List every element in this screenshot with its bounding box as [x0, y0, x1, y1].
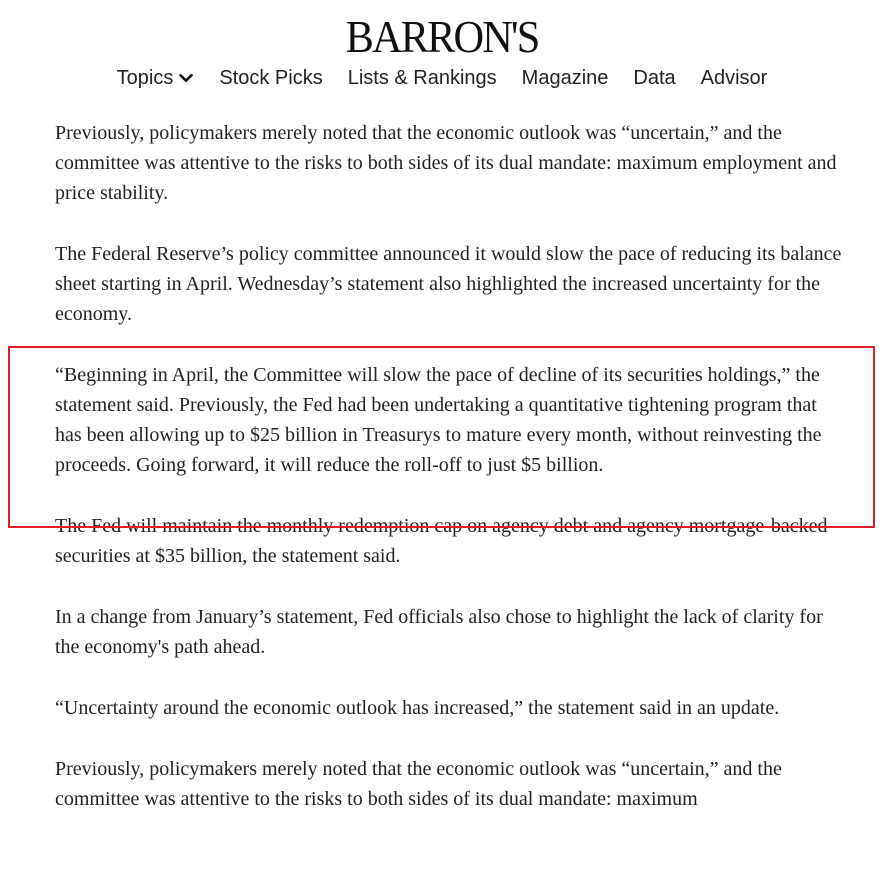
nav-topics-label: Topics: [116, 67, 174, 89]
nav-magazine-label: Magazine: [521, 67, 609, 89]
barrons-logo[interactable]: BARRON'S: [345, 11, 539, 62]
article-paragraph-4: The Fed will maintain the monthly redemption cap on agency debt and agency mortgage-backed securities at $35 billion, the statement said.: [55, 515, 828, 567]
article-paragraph-5: In a change from January’s statement, Fed officials also chose to highlight the lack of clarity for the economy's path ahead.: [55, 606, 823, 658]
nav-stock-picks-label: Stock Picks: [219, 67, 323, 89]
nav-data[interactable]: [633, 63, 675, 93]
nav-advisor[interactable]: [701, 63, 768, 93]
article-paragraph-7: Previously, policymakers merely noted that the economic outlook was “uncertain,” and the committee was attentive to the risks to both sides of its dual mandate: maximum: [55, 758, 782, 810]
nav-lists-rankings-label: Lists & Rankings: [347, 67, 497, 89]
article-paragraph-2: The Federal Reserve’s policy committee announced it would slow the pace of reducing its balance sheet starting in April. Wednesday’s statement also highlighted the increased uncertainty for the economy.: [55, 243, 842, 325]
nav-magazine[interactable]: [522, 63, 609, 93]
article-paragraph-3-highlighted: “Beginning in April, the Committee will slow the pace of decline of its securities holdings,” the statement said. Previously, the Fed had been undertaking a quantitative tightening program that has been allowing up to $25 billion in Treasurys to mature every month, without reinvesting the proceeds. Going forward, it will reduce the roll-off to just $5 billion.: [55, 364, 822, 476]
main-navigation: [0, 63, 884, 93]
chevron-down-icon: [178, 70, 194, 86]
nav-topics[interactable]: [117, 63, 195, 93]
site-header: [0, 0, 884, 110]
nav-data-label: Data: [633, 67, 676, 89]
nav-stock-picks[interactable]: [219, 63, 322, 93]
article-paragraph-1: Previously, policymakers merely noted that the economic outlook was “uncertain,” and the committee was attentive to the risks to both sides of its dual mandate: maximum employment and price stability.: [55, 122, 837, 204]
article-paragraph-6: “Uncertainty around the economic outlook has increased,” the statement said in an update.: [55, 697, 780, 719]
article-body: [55, 118, 845, 845]
nav-lists-rankings[interactable]: [348, 63, 497, 93]
nav-advisor-label: Advisor: [700, 67, 768, 89]
